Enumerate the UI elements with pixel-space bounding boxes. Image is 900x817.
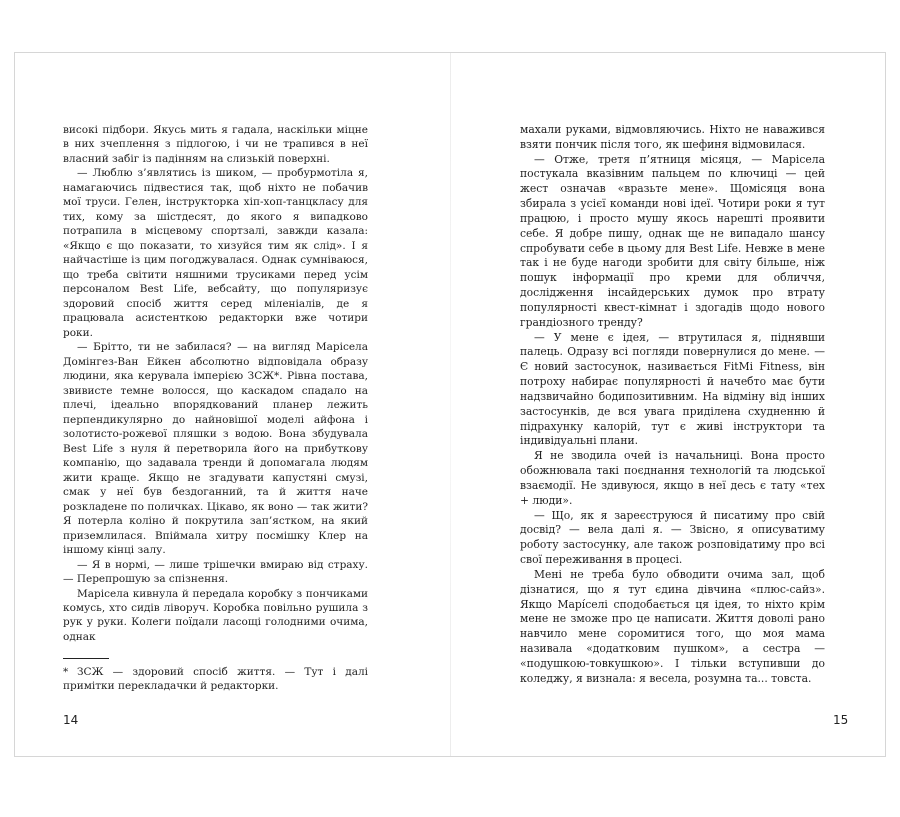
paragraph: — Я в нормі, — лише трішечки вмираю від страху. — Перепрошую за спізнення. [63,558,368,586]
paragraph: махали руками, відмовляючись. Ніхто не наважився взяти пончик після того, як шефиня відмовилася. [520,123,825,151]
footnote-text: ЗСЖ — здоровий спосіб життя. — Тут і далі примітки перекладачки й редакторки. [63,666,368,693]
page-number-right: 15 [833,713,849,727]
footnote-mark: * [63,666,69,679]
paragraph: високі підбори. Якусь мить я гадала, наскільки міцне в них зчеплення з підлогою, і чи не трапився в неї власний забіг із падінням на слизькій поверхні. [63,124,368,165]
page-number-left: 14 [63,713,79,727]
paragraph: Мені не треба було обводити очима зал, щоб дізнатися, що я тут єдина дівчина «плюс-сайз». Якщо Марíселі сподобається ця ідея, то ніхто крім мене не зможе про це написати. Життя доволі рано навчило мене соромитися того, що моя мама називала «додатковим пушком», а сестра — «подушкою-товкушкою». І тільки вступивши до коледжу, я визнала: я весела, розумна та... товста. [520,567,825,685]
paragraph: Марісела кивнула й передала коробку з пончиками комусь, хто сидів ліворуч. Коробка повільно рушила з рук у руки. Колеги поїдали ласощі голодними очима, однак [63,587,368,643]
paragraph: — Отже, третя п’ятниця місяця, — Марісела постукала вказівним пальцем по ключиці — цей жест означав «вразьте мене». Щомісяця вона збирала з усієї команди нові ідеї. Чотири роки я тут працюю, і просто мушу якось нарешті проявити себе. Я добре пишу, однак ще не випадало шансу спробувати себе в цьому для Best Life. Невже в мене так і не буде нагоди зробити для світу більше, ніж пошук інформації про креми для обличчя, дослідження інсайдерських думок про втрату популярності квест-кімнат і здогадів щодо нового грандіозного тренду? [520,152,825,329]
paragraph: — Брітто, ти не забилася? — на вигляд Марісела Домінгез-Ван Ейкен абсолютно відповідала образу людини, яка керувала імперією ЗСЖ*. Рівна постава, звивисте темне волосся, що каскадом спадало на плечі, ідеально впорядкований планер лежить перпендикулярно до найновішої моделі айфона і золотисто-рожевої пляшки з водою. Вона збудувала Best Life з нуля й перетворила його на прибуткову компанію, що задавала тренди й допомагала людям жити краще. Якщо не згадувати капустяні смузі, смак у неї був бездоганний, та й життя наче розкладене по поличках. Цікаво, як воно — так жити? Я потерла коліно й покрутила зап’ястком, на який приземлилася. Впіймала хитру посмішку Клер на іншому кінці залу. [63,341,368,557]
paragraph: Я не зводила очей із начальниці. Вона просто обожнювала такі поєднання технологій та людської взаємодії. Не здивуюся, якщо в неї десь є тату «тех + люди». [520,449,825,507]
footnote-rule [63,658,109,659]
footnote [63,665,368,693]
right-page [520,123,825,686]
left-page [63,123,368,693]
paragraph: — У мене є ідея, — втрутилася я, піднявши палець. Одразу всі погляди повернулися до мене. — Є новий застосунок, називається FitMi Fitness, він потроху набирає популярності й начебто має бути надзвичайно бодипозитивним. На відміну від інших застосунків, де вся увага приділена схудненню й підрахунку калорій, тут є живі інструктори та індивідуальні плани. [520,330,825,448]
book-gutter [450,53,451,756]
paragraph: — Що, як я зареєструюся й писатиму про свій досвід? — вела далі я. — Звісно, я описуватиму роботу застосунку, але також розповідатиму про всі свої переживання в процесі. [520,508,825,567]
book-spread [14,52,886,757]
paragraph: — Люблю з’являтись із шиком, — пробурмотіла я, намагаючись підвестися так, щоб ніхто не побачив мої труси. Гелен, інструкторка хіп-хоп-танцкласу для тих, кому за шістдесят, до якого я випадково потрапила в місцевому спортзалі, завжди казала: «Якщо є що показати, то хизуйся тим як слід». І я найчастіше із цим погоджувалася. Однак сумніваюся, що треба світити няшними трусиками перед усім персоналом Best Life, вебсайту, що популяризує здоровий спосіб життя серед міленіалів, де я працювала асистенткою редакторки вже чотири роки. [63,167,368,339]
